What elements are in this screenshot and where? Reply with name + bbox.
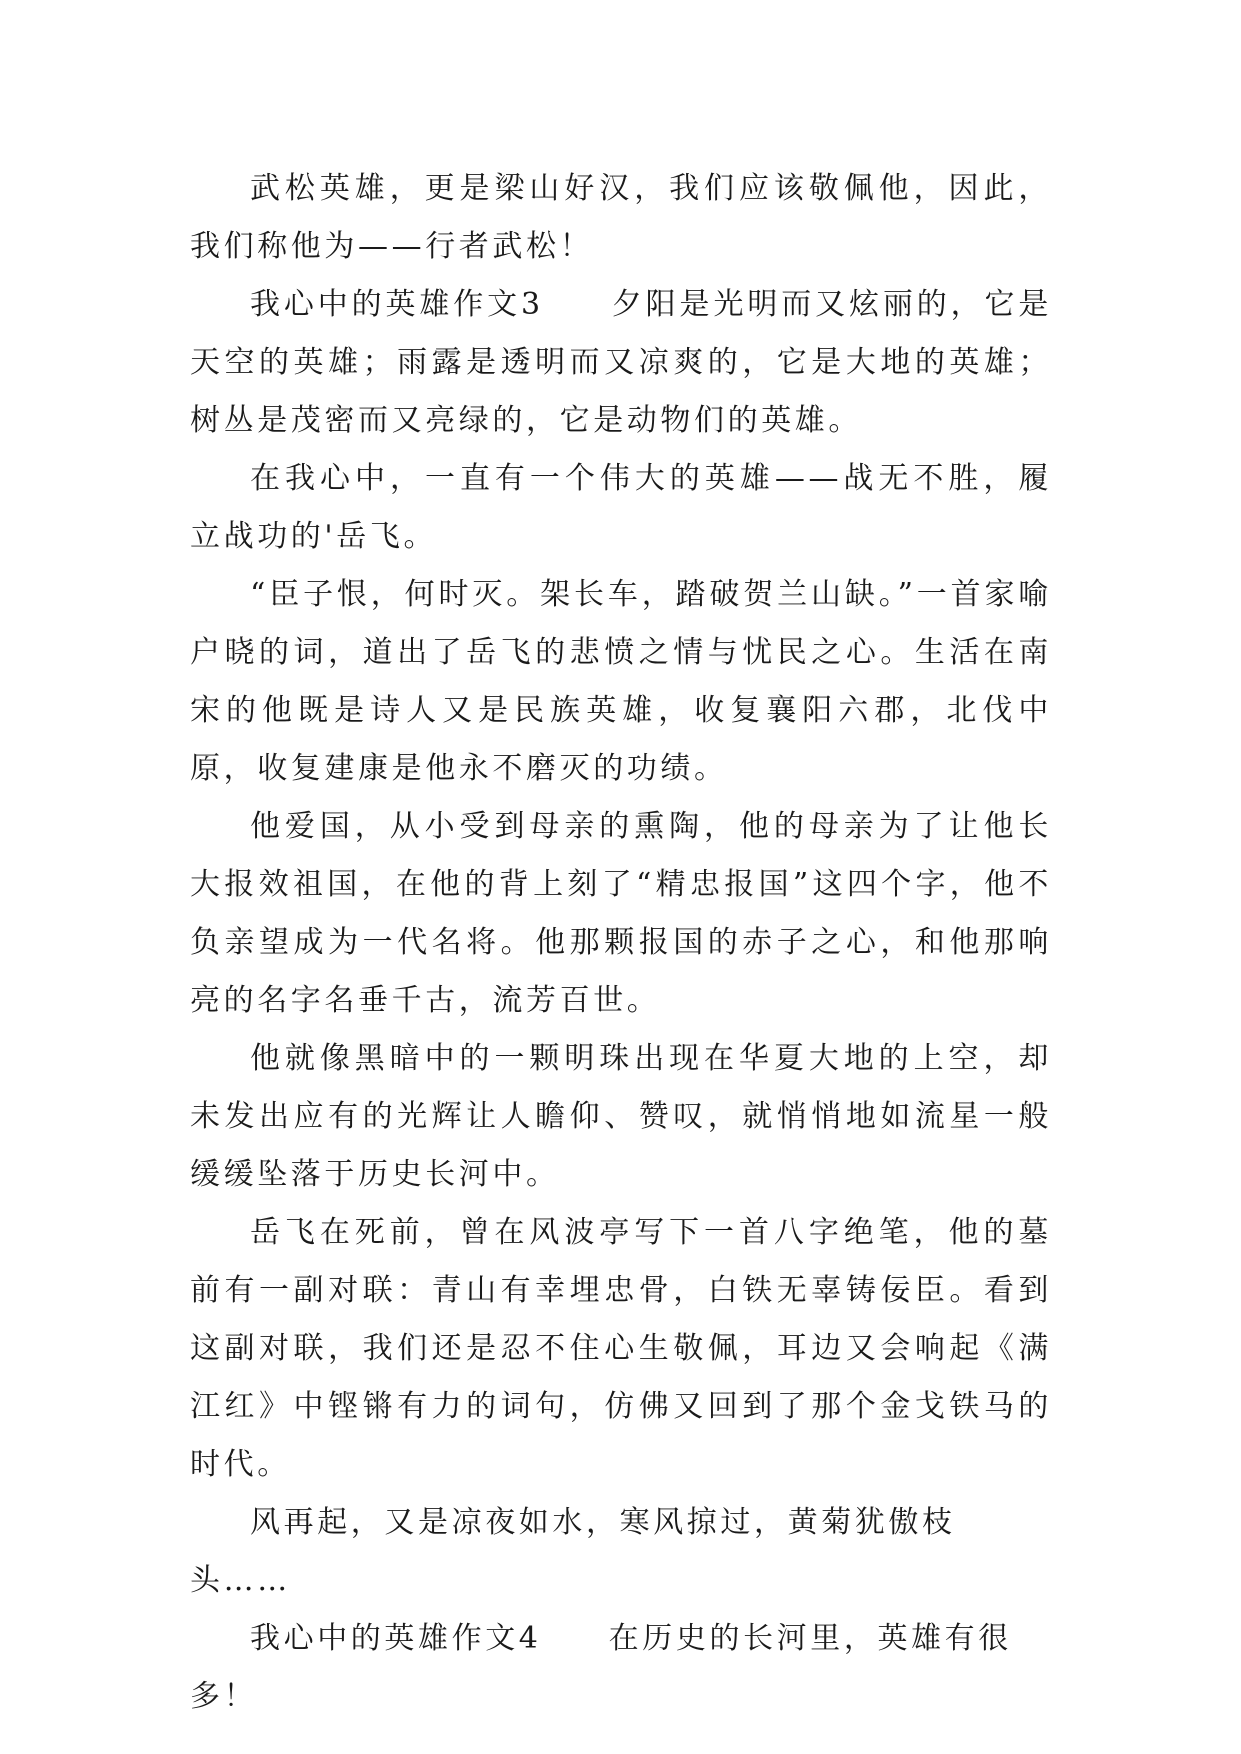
paragraph-9: 我心中的英雄作文4 在历史的长河里，英雄有很多！ (190, 1621, 1012, 1714)
paragraph-2: 我心中的英雄作文3 夕阳是光明而又炫丽的，它是天空的英雄；雨露是透明而又凉爽的，它是大地的英雄；树丛是茂密而又亮绿的，它是动物们的英雄。 (190, 287, 1052, 438)
paragraph-8: 风再起，又是凉夜如水，寒风掠过，黄菊犹傲枝头…… (190, 1505, 956, 1598)
paragraph-4: “臣子恨，何时灭。架长车，踏破贺兰山缺。”一首家喻户晓的词，道出了岳飞的悲愤之情与忧民之心。生活在南宋的他既是诗人又是民族英雄，收复襄阳六郡，北伐中原，收复建康是他永不磨灭的功绩。 (190, 577, 1052, 786)
paragraph-7: 岳飞在死前，曾在风波亭写下一首八字绝笔，他的墓前有一副对联：青山有幸埋忠骨，白铁无辜铸佞臣。看到这副对联，我们还是忍不住心生敬佩，耳边又会响起《满江红》中铿锵有力的词句，仿佛又回到了那个金戈铁马的时代。 (190, 1215, 1052, 1482)
paragraph-5: 他爱国，从小受到母亲的熏陶，他的母亲为了让他长大报效祖国，在他的背上刻了“精忠报国”这四个字，他不负亲望成为一代名将。他那颗报国的赤子之心，和他那响亮的名字名垂千古，流芳百世。 (190, 809, 1052, 1018)
paragraph-3: 在我心中，一直有一个伟大的英雄——战无不胜，履立战功的'岳飞。 (190, 461, 1052, 554)
paragraph-6: 他就像黑暗中的一颗明珠出现在华夏大地的上空，却未发出应有的光辉让人瞻仰、赞叹，就悄悄地如流星一般缓缓坠落于历史长河中。 (190, 1041, 1052, 1192)
document-page (190, 160, 1052, 1726)
paragraph-1: 武松英雄，更是梁山好汉，我们应该敬佩他，因此，我们称他为——行者武松！ (190, 171, 1052, 264)
